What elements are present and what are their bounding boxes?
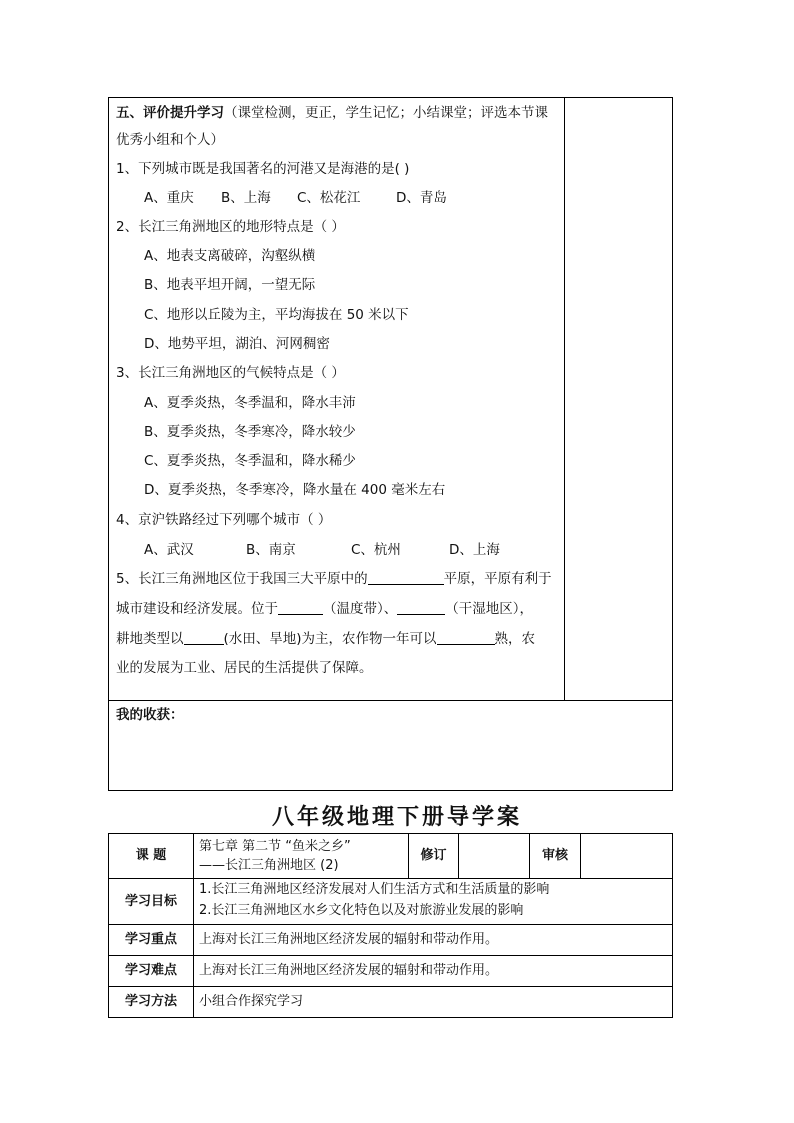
q3-stem: 3、长江三角洲地区的气候特点是（ ） [116,365,345,381]
revise-value-cell[interactable] [460,838,528,876]
q2-option-d: D、地势平坦，湖泊、河网稠密 [144,336,330,352]
q5-line4: 业的发展为工业、居民的生活提供了保障。 [116,660,373,676]
section5-note-line2: 优秀小组和个人） [116,132,224,148]
upper-table-divider-horizontal [108,700,673,701]
upper-table-divider-vertical [564,97,565,700]
q1-stem: 1、下列城市既是我国著名的河港又是海港的是( ) [116,161,410,177]
difficulty-label: 学习难点 [124,963,177,978]
q5-line3-a: 耕地类型以 [116,631,184,647]
goal-2: 2.长江三角洲地区水乡文化特色以及对旅游业发展的影响 [199,903,524,918]
q4-option-d: D、上海 [449,542,500,558]
q5-line2 [116,600,533,618]
q5-line3 [116,630,535,648]
review-value-cell[interactable] [582,838,670,876]
method-text: 小组合作探究学习 [199,994,304,1009]
q2-option-c: C、地形以丘陵为主，平均海拔在 50 米以下 [144,307,409,323]
q5-line3-c: 熟，农 [494,631,536,647]
topic-line2: ——长江三角洲地区 (2) [199,858,339,873]
upper-table-border-top [108,97,673,98]
harvest-label: 我的收获： [116,707,184,723]
page-title: 八年级地理下册导学案 [271,804,522,830]
q5-blank-plain[interactable] [368,570,444,585]
review-label: 审核 [541,848,568,863]
section5-heading: 五、评价提升学习 [116,105,224,121]
section5-line1 [116,104,548,122]
upper-table-border-left [108,97,109,791]
q4-stem: 4、京沪铁路经过下列哪个城市（ ） [116,512,332,528]
q5-blank-harvests[interactable] [437,630,495,645]
q5-line2-c: （干湿地区）， [445,601,533,617]
q1-option-c: C、松花江 [297,190,361,206]
q3-option-a: A、夏季炎热，冬季温和，降水丰沛 [144,395,356,411]
method-label: 学习方法 [124,994,177,1009]
q2-option-a: A、地表支离破碎，沟壑纵横 [144,248,316,264]
q1-option-a: A、重庆 [144,190,194,206]
q5-blank-humidity-zone[interactable] [397,600,445,615]
key-text: 上海对长江三角洲地区经济发展的辐射和带动作用。 [199,932,499,947]
q5-blank-temperature-zone[interactable] [278,600,323,615]
q5-line1 [116,570,552,588]
q3-option-b: B、夏季炎热，冬季寒冷，降水较少 [144,424,356,440]
q5-line1-b: 平原，平原有利于 [443,571,552,587]
q5-line2-b: （温度带）、 [323,601,398,617]
difficulty-text: 上海对长江三角洲地区经济发展的辐射和带动作用。 [199,963,499,978]
q5-blank-farmland[interactable] [184,630,224,645]
section5-note-line1: （课堂检测，更正，学生记忆；小结课堂；评选本节课 [224,105,548,121]
q5-line3-b: (水田、旱地)为主，农作物一年可以 [223,631,437,647]
topic-line1: 第七章 第二节 “鱼米之乡” [199,839,351,854]
q2-stem: 2、长江三角洲地区的地形特点是（ ） [116,219,345,235]
info-table-line-v-right [672,833,673,1018]
goal-1: 1.长江三角洲地区经济发展对人们生活方式和生活质量的影响 [199,882,550,897]
q4-option-c: C、杭州 [351,542,401,558]
goal-label: 学习目标 [124,894,177,909]
q2-option-b: B、地表平坦开阔，一望无际 [144,277,316,293]
q1-option-d: D、青岛 [396,190,447,206]
upper-table-border-right [672,97,673,791]
revise-label: 修订 [420,848,447,863]
key-label: 学习重点 [124,932,177,947]
q4-option-b: B、南京 [246,542,296,558]
q4-option-a: A、武汉 [144,542,194,558]
topic-label: 课 题 [135,848,167,863]
q1-option-b: B、上海 [221,190,271,206]
q3-option-d: D、夏季炎热，冬季寒冷，降水量在 400 毫米左右 [144,482,446,498]
upper-table-border-bottom [108,790,673,791]
q5-line1-a: 5、长江三角洲地区位于我国三大平原中的 [116,571,368,587]
q5-line2-a: 城市建设和经济发展。位于 [116,601,278,617]
q3-option-c: C、夏季炎热，冬季温和，降水稀少 [144,453,356,469]
